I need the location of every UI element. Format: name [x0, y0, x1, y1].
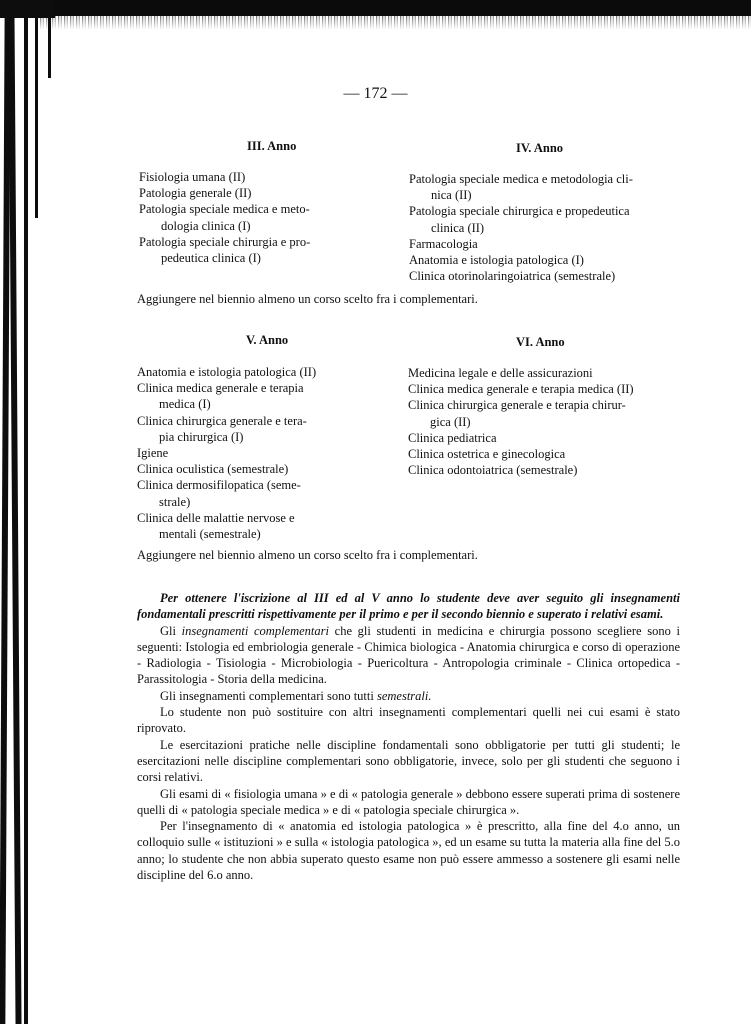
course-name: Medicina legale e delle assicurazioni	[408, 366, 593, 380]
course-list-iii	[139, 169, 394, 266]
course-name: Clinica pediatrica	[408, 430, 497, 445]
course-name: Clinica odontoiatrica (semestrale)	[408, 463, 578, 478]
course-item	[139, 234, 394, 266]
course-item	[409, 203, 681, 235]
course-item	[409, 171, 681, 203]
course-name: Patologia speciale chirurgica e propedeutica	[409, 204, 630, 219]
course-item	[408, 446, 698, 462]
course-name: Fisiologia umana (II)	[139, 170, 246, 184]
paragraph-semestral: Gli insegnamenti complementari sono tutti semestrali.	[160, 688, 432, 703]
course-name-continuation: gica (II)	[430, 414, 471, 429]
course-name: Patologia generale (II)	[139, 186, 252, 201]
paragraph-complementary-courses: Gli insegnamenti complementari che gli studenti in medicina e chirurgia possono scegliere sono i seguenti: Istologia ed embriologia generale - Chimica biologica - Anatomia chirurgica e corso di operazione - Radiologia - Tisiologia - Microbiologia - Puericoltura - Antropologia criminale - Clinica ortopedica - Parassitologia - Storia della medicina.	[137, 623, 680, 687]
course-name: Clinica chirurgica generale e terapia chirur-	[408, 398, 626, 413]
course-name: Clinica chirurgica generale e tera-	[137, 413, 307, 428]
paragraph-substitution: Lo studente non può sostituire con altri insegnamenti complementari quelli nei cui esami è stato riprovato.	[137, 705, 680, 736]
year-heading-vi: VI. Anno	[516, 335, 565, 349]
biennium-note: Aggiungere nel biennio almeno un corso scelto fra i complementari.	[137, 548, 478, 562]
course-item	[408, 381, 698, 397]
paragraph-exam-order: Gli esami di « fisiologia umana » e di « patologia generale » debbono essere superati prima di sostenere quelli di « patologia speciale medica » e di « patologia speciale chirurgica ».	[137, 786, 680, 817]
binding-shadow	[8, 14, 21, 1024]
course-name-continuation: medica (I)	[159, 397, 211, 412]
course-name: Anatomia e istologia patologica (I)	[409, 253, 584, 268]
course-name: Clinica medica generale e terapia	[137, 381, 304, 396]
course-item	[137, 477, 387, 509]
course-name: Clinica dermosifilopatica (seme-	[137, 478, 301, 493]
biennium-note: Aggiungere nel biennio almeno un corso scelto fra i complementari.	[137, 292, 478, 306]
course-item	[137, 445, 387, 461]
course-name: Clinica oculistica (semestrale)	[137, 462, 289, 477]
course-name-continuation: pedeutica clinica (I)	[161, 251, 261, 266]
course-name: Patologia speciale chirurgia e pro-	[139, 234, 311, 249]
course-name: Patologia speciale medica e meto-	[139, 202, 310, 217]
course-item	[408, 430, 698, 446]
course-name-continuation: pia chirurgica (I)	[159, 429, 244, 444]
course-item	[137, 380, 387, 412]
course-name-continuation: dologia clinica (I)	[161, 218, 251, 233]
binding-shadow	[35, 18, 38, 218]
emphasis: insegnamenti complementari	[181, 623, 329, 638]
emphasis: semestrali.	[376, 688, 432, 703]
paragraph-practical-exercises: Le esercitazioni pratiche nelle discipline fondamentali sono obbligatorie per tutti gli studenti; le esercitazioni nelle discipline complementari sono obbligatorie, invece, solo per gli studenti che seguono i corsi relativi.	[137, 737, 680, 785]
course-name: Anatomia e istologia patologica (II)	[137, 365, 317, 379]
course-item	[137, 364, 387, 380]
course-item	[409, 236, 681, 252]
course-item	[139, 201, 394, 233]
course-name: Clinica ostetrica e ginecologica	[408, 447, 566, 462]
course-name: Clinica medica generale e terapia medica (II)	[408, 382, 634, 397]
course-name: Clinica delle malattie nervose e	[137, 510, 295, 525]
course-list-v	[137, 364, 387, 542]
course-name: Patologia speciale medica e metodologia cli-	[409, 172, 633, 186]
year-heading-iii: III. Anno	[247, 139, 297, 153]
course-item	[137, 510, 387, 542]
scan-top-noise	[40, 16, 751, 30]
course-item	[408, 462, 698, 478]
paragraph-pathology-exam: Per l'insegnamento di « anatomia ed istologia patologica » è prescritto, alla fine del 4.o anno, un colloquio sulle « istituzioni » e sulla « istologia patologica », ed un esame su tutta la materia alla fine del 5.o anno; lo studente che non abbia superato questo esame non può essere ammesso a sostenere gli esami nelle discipline del 6.o anno.	[137, 819, 680, 883]
course-name: Clinica otorinolaringoiatrica (semestrale)	[409, 269, 616, 284]
page-number: — 172 —	[343, 85, 408, 102]
binding-shadow	[24, 18, 28, 1024]
course-name-continuation: mentali (semestrale)	[159, 527, 261, 542]
course-item	[408, 365, 698, 381]
course-name-continuation: strale)	[159, 494, 191, 509]
year-heading-iv: IV. Anno	[516, 141, 564, 155]
course-name: Farmacologia	[409, 236, 478, 251]
course-name: Igiene	[137, 446, 169, 461]
course-item	[137, 461, 387, 477]
course-item	[139, 185, 394, 201]
regulations-text	[137, 590, 680, 883]
paragraph-enrollment: Per ottenere l'iscrizione al III ed al V anno lo studente deve aver seguito gli insegnamenti fondamentali prescritti rispettivamente per il primo e per il secondo biennio e superato i relativi esami.	[137, 591, 680, 622]
course-item	[408, 397, 698, 429]
course-name-continuation: clinica (II)	[431, 220, 485, 235]
course-item	[409, 268, 681, 284]
scan-top-edge	[0, 0, 751, 16]
course-item	[409, 252, 681, 268]
course-list-vi	[408, 365, 698, 478]
course-list-iv	[409, 171, 681, 284]
course-name-continuation: nica (II)	[431, 188, 472, 203]
course-item	[137, 413, 387, 445]
course-item	[139, 169, 394, 185]
binding-shadow	[48, 18, 51, 78]
year-heading-v: V. Anno	[246, 333, 289, 347]
